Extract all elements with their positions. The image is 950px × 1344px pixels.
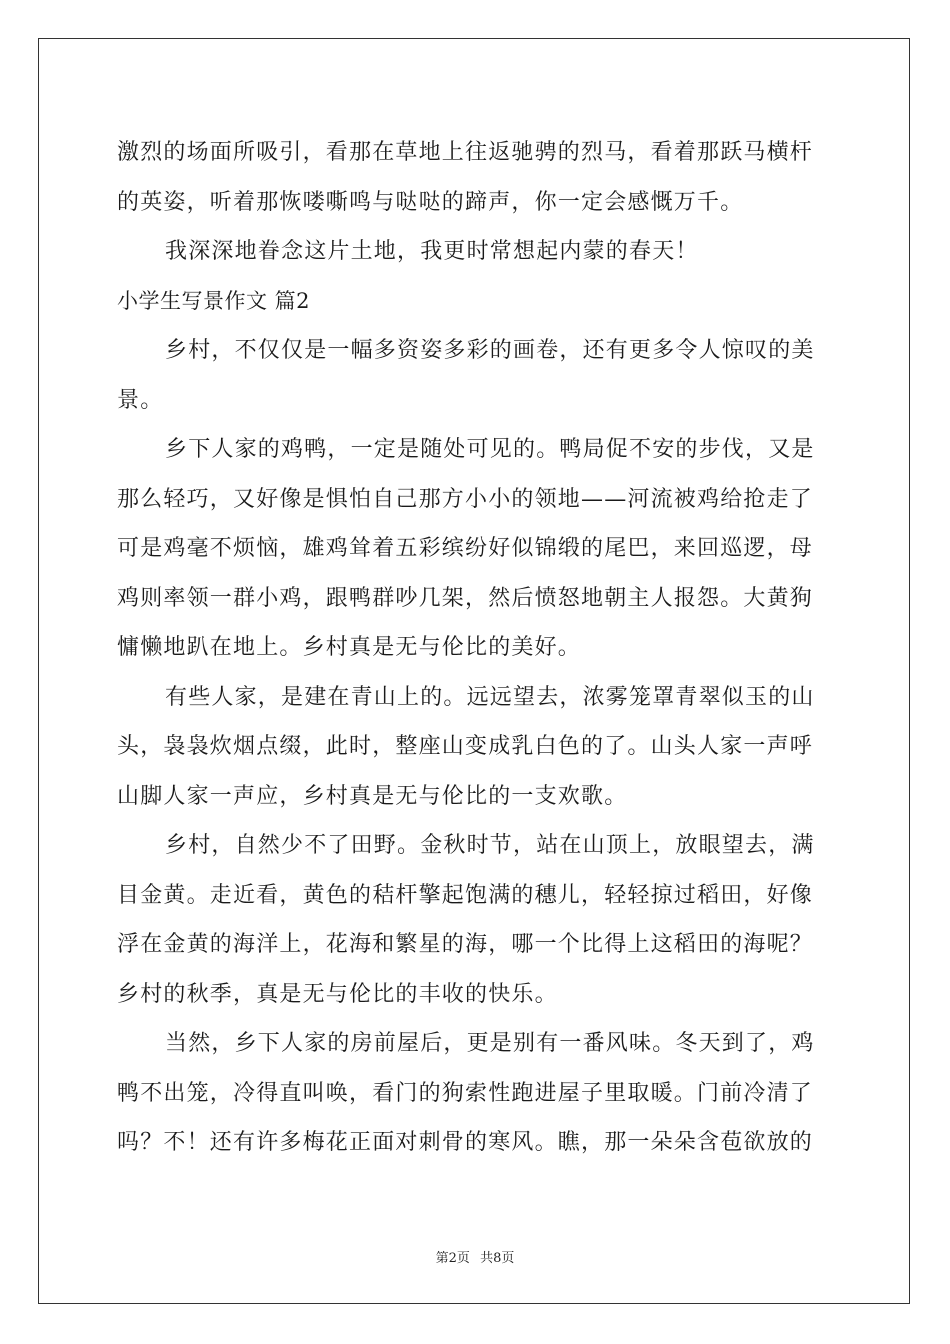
page-number: 第2页 <box>435 1251 470 1266</box>
text-line: 鸡则率领一群小鸡，跟鸭群吵几架，然后愤怒地朝主人报怨。大黄狗 <box>117 585 814 611</box>
text-line: 景。 <box>117 387 164 413</box>
page-total: 共8页 <box>480 1251 515 1266</box>
text-line: 乡村，不仅仅是一幅多资姿多彩的画卷，还有更多令人惊叹的美 <box>165 338 815 363</box>
text-line: 乡村，自然少不了田野。金秋时节，站在山顶上，放眼望去，满 <box>165 833 815 858</box>
page-footer <box>0 1247 950 1266</box>
text-line: 慵懒地趴在地上。乡村真是无与伦比的美好。 <box>117 635 582 660</box>
text-line: 乡下人家的鸡鸭，一定是随处可见的。鸭局促不安的步伐，又是 <box>165 437 815 462</box>
text-line: 的英姿，听着那恢喽嘶鸣与哒哒的蹄声，你一定会感慨万千。 <box>117 189 744 215</box>
text-line: 激烈的场面所吸引，看那在草地上往返驰骋的烈马，看着那跃马横杆 <box>117 140 814 165</box>
text-line: 吗？不！还有许多梅花正面对刺骨的寒风。瞧，那一朵朵含苞欲放的 <box>117 1130 814 1155</box>
text-line: 鸭不出笼，冷得直叫唤，看门的狗索性跑进屋子里取暖。门前冷清了 <box>117 1080 814 1106</box>
text-line: 那么轻巧，又好像是惧怕自己那方小小的领地——河流被鸡给抢走了 <box>117 486 814 512</box>
text-line: 目金黄。走近看，黄色的秸杆擎起饱满的穗儿，轻轻掠过稻田，好像 <box>117 882 814 908</box>
text-line: 乡村的秋季，真是无与伦比的丰收的快乐。 <box>117 981 558 1007</box>
text-line: 山脚人家一声应，乡村真是无与伦比的一支欢歌。 <box>117 783 628 809</box>
text-line: 可是鸡毫不烦恼，雄鸡耸着五彩缤纷好似锦缎的尾巴，来回巡逻，母 <box>117 536 814 561</box>
text-line: 头，袅袅炊烟点缀，此时，整座山变成乳白色的了。山头人家一声呼 <box>117 734 814 759</box>
text-line: 有些人家，是建在青山上的。远远望去，浓雾笼罩青翠似玉的山 <box>165 684 815 710</box>
text-line: 我深深地眷念这片土地，我更时常想起内蒙的春天！ <box>165 239 699 264</box>
section-heading: 小学生写景作文 篇2 <box>117 288 311 313</box>
text-line: 浮在金黄的海洋上，花海和繁星的海，哪一个比得上这稻田的海呢？ <box>117 932 814 957</box>
text-line: 当然，乡下人家的房前屋后，更是别有一番风味。冬天到了，鸡 <box>165 1031 815 1056</box>
document-body <box>117 128 833 1168</box>
